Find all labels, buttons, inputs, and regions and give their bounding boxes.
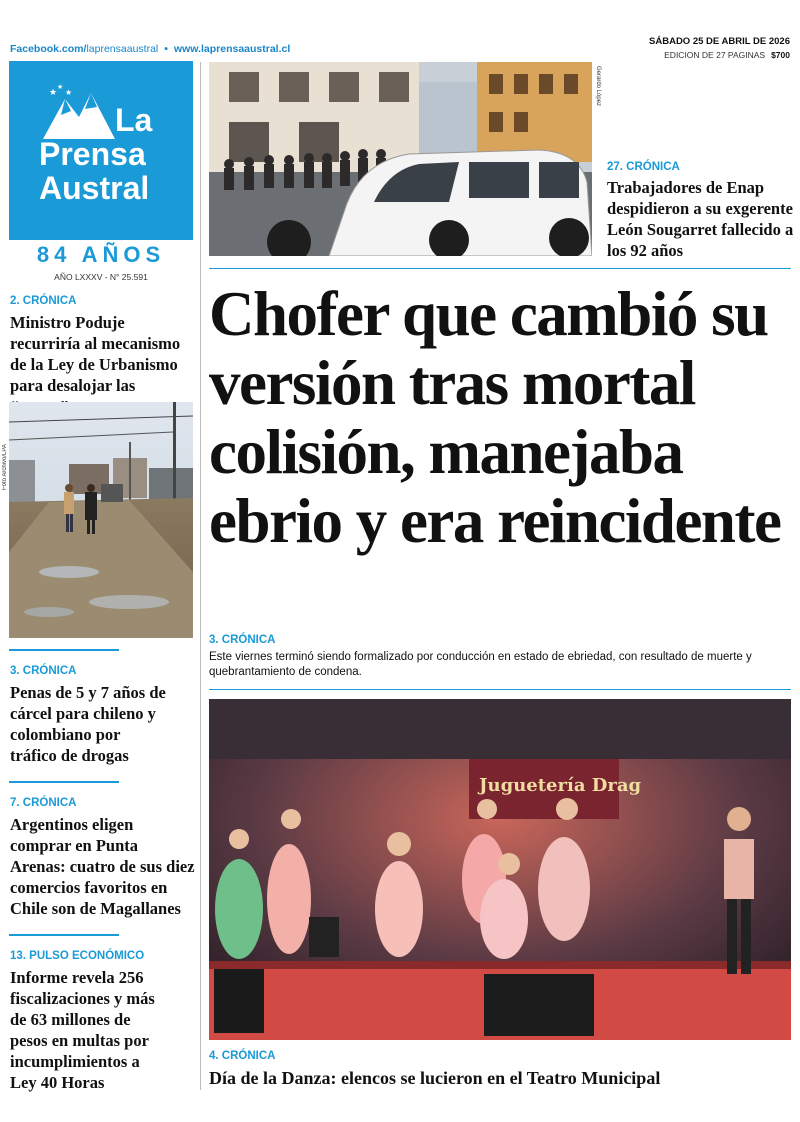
date: SÁBADO 25 DE ABRIL DE 2026 bbox=[649, 36, 790, 47]
logo-text-austral: Austral bbox=[39, 170, 150, 206]
svg-text:★: ★ bbox=[49, 88, 58, 98]
facebook-link[interactable]: Facebook.com/laprensaaustral bbox=[10, 43, 159, 55]
dance-photo-credit: Gerardo López bbox=[781, 700, 787, 741]
divider bbox=[209, 689, 791, 690]
sidebar-photo-street[interactable] bbox=[9, 402, 193, 638]
sidebar-story4-kicker[interactable]: 13. PULSO ECONÓMICO bbox=[10, 950, 145, 962]
sidebar-story3-headline[interactable]: Argentinos eligen comprar en Punta Arenas: cuatro de sus diez comercios favoritos en Chile son de Magallanes bbox=[10, 815, 195, 918]
edition-info: EDICION DE 27 PAGINAS $700 bbox=[664, 50, 790, 60]
anniversary: 84 AÑOS bbox=[36, 242, 166, 267]
main-story-kicker[interactable]: 3. CRÓNICA bbox=[209, 634, 276, 646]
dance-photo[interactable] bbox=[209, 699, 791, 1040]
logo-text-la: La bbox=[115, 102, 153, 138]
street-scene bbox=[9, 402, 193, 638]
logo[interactable] bbox=[9, 61, 193, 240]
sidebar-photo-credit: Foto Archivo/LPA bbox=[2, 444, 8, 490]
price: $700 bbox=[771, 50, 790, 60]
divider bbox=[209, 268, 791, 269]
bottom-story-headline[interactable]: Día de la Danza: elencos se lucieron en el Teatro Municipal bbox=[209, 1068, 661, 1088]
stage-sign: Juguetería Drag bbox=[479, 775, 642, 796]
sidebar-story4-headline[interactable]: Informe revela 256 fiscalizaciones y más de 63 millones de pesos en multas por incumplimientos a Ley 40 Horas bbox=[10, 968, 155, 1092]
sidebar-story2-kicker[interactable]: 3. CRÓNICA bbox=[10, 665, 77, 677]
top-story-photo[interactable] bbox=[209, 62, 592, 256]
logo-text-prensa: Prensa bbox=[39, 136, 146, 172]
top-story-kicker[interactable]: 27. CRÓNICA bbox=[607, 161, 680, 173]
sidebar-story2-headline[interactable]: Penas de 5 y 7 años de cárcel para chileno y colombiano por tráfico de drogas bbox=[10, 683, 166, 765]
top-story-photo-credit: Gerardo López bbox=[595, 66, 601, 107]
dance-scene bbox=[209, 699, 791, 1040]
sidebar-story1-kicker[interactable]: 2. CRÓNICA bbox=[10, 295, 77, 307]
sidebar-story1-headline[interactable]: Ministro Poduje recurriría al mecanismo de la Ley de Urbanismo para desalojar las bbox=[10, 313, 181, 395]
social-links bbox=[10, 43, 290, 55]
svg-text:★: ★ bbox=[65, 88, 73, 97]
svg-text:★: ★ bbox=[57, 83, 64, 91]
bottom-story-kicker[interactable]: 4. CRÓNICA bbox=[209, 1050, 276, 1062]
divider bbox=[9, 649, 119, 651]
sidebar-story3-kicker[interactable]: 7. CRÓNICA bbox=[10, 797, 77, 809]
divider bbox=[9, 781, 119, 783]
top-story-headline[interactable]: Trabajadores de Enap despidieron a su exgerente León Sougarret fallecido a los 92 años bbox=[607, 178, 794, 260]
separator-dot: • bbox=[164, 43, 168, 55]
divider bbox=[9, 934, 119, 936]
website-link[interactable]: www.laprensaaustral.cl bbox=[173, 43, 291, 55]
volume-number: AÑO LXXXV - N° 25.591 bbox=[54, 272, 148, 282]
main-story-deck: Este viernes terminó siendo formalizado por conducción en estado de ebriedad, con resultado de muerte y quebrantamiento de condena. bbox=[209, 651, 752, 678]
main-headline[interactable]: Chofer que cambió su versión tras mortal colisión, manejaba ebrio y era reincidente bbox=[209, 279, 781, 556]
hearse-scene bbox=[209, 62, 592, 256]
column-divider bbox=[200, 62, 201, 1090]
